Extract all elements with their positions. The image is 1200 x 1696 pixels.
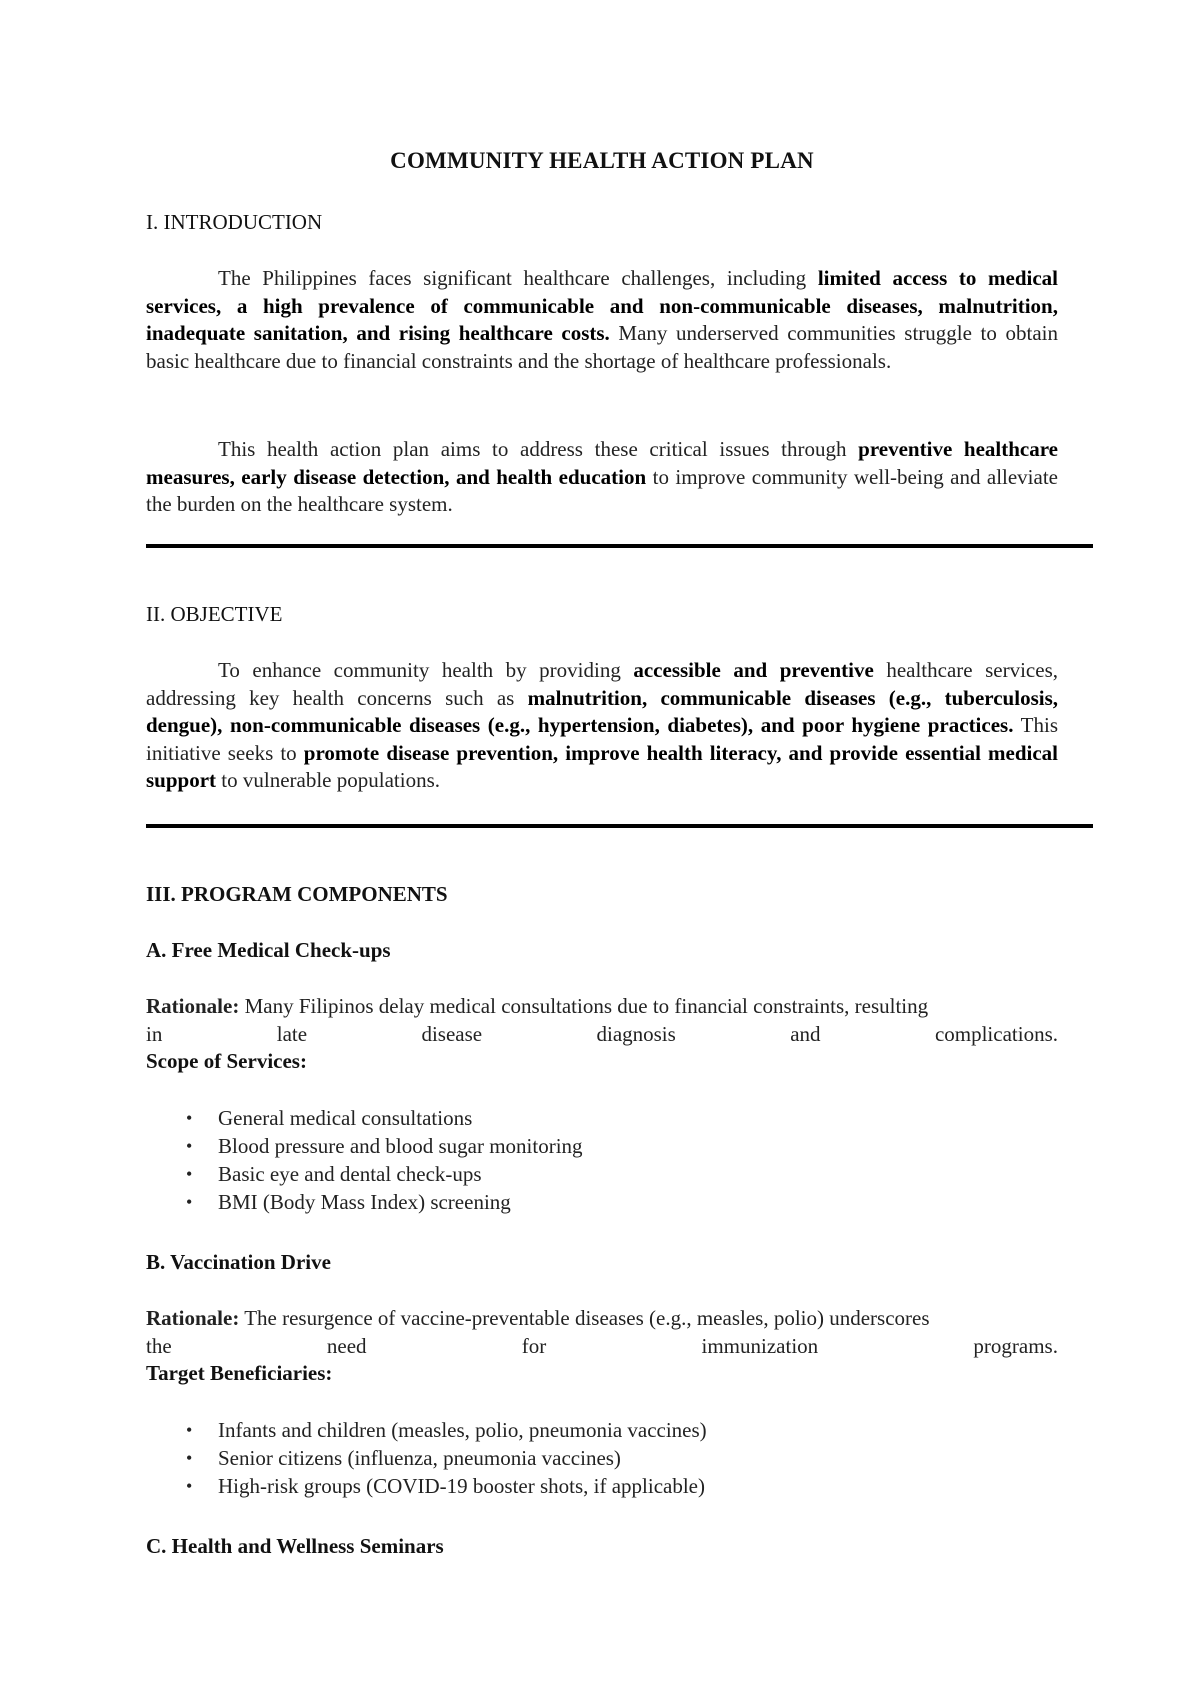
bullet-icon: • xyxy=(186,1420,193,1440)
intro-p1-text-2: Many underserved communities struggle to obtain basic healthcare due to financial constraints and the shortage of healthcare professionals. xyxy=(146,321,1058,373)
rationale-word: programs. xyxy=(973,1333,1058,1358)
rationale-word: complications. xyxy=(934,1021,1058,1046)
intro-p2-text: This health action plan aims to address these critical issues through xyxy=(218,437,859,461)
section-heading-components: III. PROGRAM COMPONENTS xyxy=(146,882,448,906)
bullet-icon: • xyxy=(186,1108,193,1128)
list-item xyxy=(146,1416,707,1444)
intro-paragraph-2 xyxy=(146,436,1058,519)
list-item-text: Infants and children (measles, polio, pneumonia vaccines) xyxy=(218,1418,707,1442)
rationale-word: late xyxy=(276,1021,308,1046)
objective-bold-3: promote disease prevention, improve health literacy, and provide essential medical support xyxy=(146,740,1058,793)
document-title: COMMUNITY HEALTH ACTION PLAN xyxy=(390,148,814,173)
rationale-justified-line xyxy=(146,1333,1058,1361)
bullet-icon: • xyxy=(186,1448,193,1468)
section-heading-introduction: I. INTRODUCTION xyxy=(146,210,323,234)
rationale-justified-line xyxy=(146,1021,1058,1049)
rationale-word: and xyxy=(790,1021,821,1046)
rationale-vaccination xyxy=(146,1305,1058,1360)
intro-p1-text: The Philippines faces significant healthcare challenges, including xyxy=(218,266,818,290)
objective-text-4: to vulnerable populations. xyxy=(216,768,440,793)
objective-bold-2: malnutrition, communicable diseases (e.g., tuberculosis, dengue), non-communicable diseases (e.g., hypertension, diabetes), and poor hygiene practices. xyxy=(146,685,1058,738)
objective-text-2: healthcare services, addressing key health concerns such as xyxy=(146,658,1058,710)
rationale-line xyxy=(146,1305,1058,1333)
subheading-wellness-seminars: C. Health and Wellness Seminars xyxy=(146,1534,444,1558)
rationale-word: disease xyxy=(421,1021,483,1046)
intro-p2-text-2: to improve community well-being and alleviate the burden on the healthcare system. xyxy=(146,464,1058,517)
list-item-text: General medical consultations xyxy=(218,1106,473,1130)
rationale-label: Rationale: xyxy=(146,994,240,1018)
list-item-text: Basic eye and dental check-ups xyxy=(218,1162,482,1186)
rationale-word: for xyxy=(521,1333,547,1358)
intro-p2-bold: preventive healthcare measures, early disease detection, and health education xyxy=(146,437,1058,489)
list-item-text: High-risk groups (COVID-19 booster shots, if applicable) xyxy=(218,1474,705,1498)
list-item xyxy=(146,1188,583,1216)
objective-bold-1: accessible and preventive xyxy=(633,658,874,682)
bullet-icon: • xyxy=(186,1164,193,1184)
bullet-icon: • xyxy=(186,1476,193,1496)
list-item-text: Blood pressure and blood sugar monitoring xyxy=(218,1134,583,1158)
list-label-beneficiaries: Target Beneficiaries: xyxy=(146,1361,333,1385)
intro-paragraph-1 xyxy=(146,265,1058,375)
bullet-icon: • xyxy=(186,1136,193,1156)
rationale-word: in xyxy=(146,1021,163,1046)
list-item xyxy=(146,1132,583,1160)
section-divider xyxy=(146,824,1093,828)
list-item-text: BMI (Body Mass Index) screening xyxy=(218,1190,511,1214)
rationale-word: the xyxy=(146,1333,172,1358)
rationale-line xyxy=(146,993,1058,1021)
rationale-word: diagnosis xyxy=(596,1021,676,1046)
objective-text-3: This initiative seeks to xyxy=(146,713,1058,765)
section-heading-objective: II. OBJECTIVE xyxy=(146,602,283,626)
rationale-label: Rationale: xyxy=(146,1306,240,1330)
rationale-word: need xyxy=(326,1333,367,1358)
bullet-icon: • xyxy=(186,1192,193,1212)
section-divider xyxy=(146,544,1093,548)
objective-text-1: To enhance community health by providing xyxy=(218,658,634,682)
list-item xyxy=(146,1472,707,1500)
list-item xyxy=(146,1160,583,1188)
beneficiaries-list xyxy=(146,1416,707,1500)
list-item xyxy=(146,1104,583,1132)
rationale-text: The resurgence of vaccine-preventable diseases (e.g., measles, polio) underscores xyxy=(239,1306,930,1330)
rationale-medical-checkups xyxy=(146,993,1058,1048)
objective-paragraph xyxy=(146,657,1058,795)
subheading-vaccination-drive: B. Vaccination Drive xyxy=(146,1250,331,1274)
rationale-word: immunization xyxy=(701,1333,819,1358)
intro-p1-bold: limited access to medical services, a high prevalence of communicable and non-communicable diseases, malnutrition, inadequate sanitation, and rising healthcare costs. xyxy=(146,266,1058,346)
list-item-text: Senior citizens (influenza, pneumonia vaccines) xyxy=(218,1446,621,1470)
scope-list xyxy=(146,1104,583,1216)
list-item xyxy=(146,1444,707,1472)
subheading-medical-checkups: A. Free Medical Check-ups xyxy=(146,938,391,962)
list-label-scope: Scope of Services: xyxy=(146,1049,307,1073)
rationale-text: Many Filipinos delay medical consultations due to financial constraints, resulting xyxy=(239,994,929,1018)
